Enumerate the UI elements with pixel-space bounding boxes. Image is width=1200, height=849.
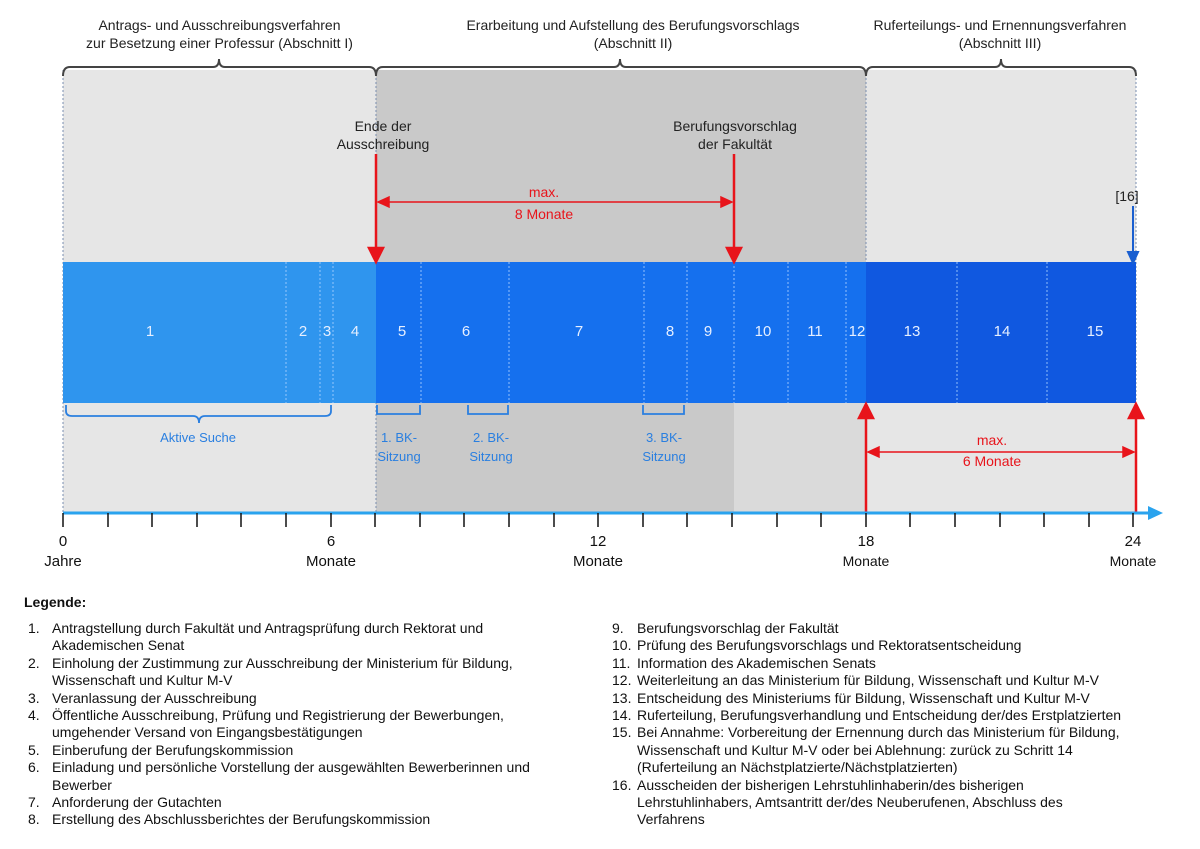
step-15: 15 bbox=[1086, 323, 1104, 340]
section-2-title-line2: (Abschnitt II) bbox=[593, 35, 673, 51]
legend-item bbox=[28, 759, 588, 794]
tick-6-value: 6 bbox=[326, 533, 336, 550]
legend-item bbox=[28, 794, 588, 811]
legend-item-text: Ruferteilung, Berufungsverhandlung und Entscheidung der/des Erstplatzierten bbox=[637, 707, 1122, 724]
legend-item-text: Prüfung des Berufungsvorschlags und Rektoratsentscheidung bbox=[637, 637, 1022, 654]
step-4: 4 bbox=[350, 323, 360, 340]
legend-item-text: Information des Akademischen Senats bbox=[637, 654, 876, 671]
legend-item bbox=[28, 655, 588, 690]
max8-line2: 8 Monate bbox=[514, 206, 574, 222]
legend-item bbox=[28, 690, 588, 707]
milestone-berufungsvorschlag-line1: Berufungsvorschlag bbox=[673, 118, 797, 134]
section-3-title-line1: Ruferteilungs- und Ernennungsverfahren bbox=[873, 17, 1127, 33]
tick-12-unit: Monate bbox=[572, 553, 624, 570]
step-13: 13 bbox=[903, 323, 921, 340]
step-12: 12 bbox=[848, 323, 866, 340]
legend-item-number: 12. bbox=[612, 672, 632, 689]
legend-item-text: Öffentliche Ausschreibung, Prüfung und Registrierung der Bewerbungen, bbox=[52, 707, 504, 724]
legend-item-text: Bewerber bbox=[52, 776, 112, 793]
legend-item bbox=[612, 672, 1187, 689]
legend-item-number: 15. bbox=[612, 724, 632, 741]
section-3-title-line2: (Abschnitt III) bbox=[958, 35, 1042, 51]
legend-item-number: 5. bbox=[28, 741, 40, 758]
legend-item-number: 4. bbox=[28, 707, 40, 724]
legend-item-number: 1. bbox=[28, 620, 40, 636]
legend-item-text: Akademischen Senat bbox=[52, 637, 185, 654]
legend-item bbox=[28, 707, 588, 742]
tick-0-value: 0 bbox=[58, 533, 68, 550]
legend-item-number: 13. bbox=[612, 689, 632, 706]
legend-item-text: Antragstellung durch Fakultät und Antragsprüfung durch Rektorat und bbox=[52, 620, 484, 636]
axis-tick-labels bbox=[44, 533, 1156, 570]
legend-item bbox=[28, 620, 588, 655]
legend-item-text: Einholung der Zustimmung zur Ausschreibung der Ministerium für Bildung, bbox=[52, 654, 513, 671]
max6-line2: 6 Monate bbox=[962, 453, 1022, 469]
timeline-bar bbox=[63, 262, 1136, 403]
legend-item-text: Bei Annahme: Vorbereitung der Ernennung durch das Ministerium für Bildung, bbox=[637, 724, 1120, 741]
tick-18-unit: Monate bbox=[842, 553, 890, 569]
phase-2-segment bbox=[376, 262, 866, 403]
milestone-berufungsvorschlag-line2: der Fakultät bbox=[698, 136, 772, 152]
tick-24-unit: Monate bbox=[1109, 553, 1157, 569]
legend-item-text: Verfahrens bbox=[637, 811, 705, 828]
legend-item-number: 11. bbox=[612, 654, 631, 671]
legend-item-number: 9. bbox=[612, 620, 624, 636]
step-5: 5 bbox=[397, 323, 407, 340]
step-6: 6 bbox=[461, 323, 471, 340]
section-2-title-line1: Erarbeitung und Aufstellung des Berufungsvorschlags bbox=[466, 17, 800, 33]
legend-right-list bbox=[612, 620, 1187, 829]
step-3: 3 bbox=[322, 323, 332, 340]
legend-item-text: (Ruferteilung an Nächstplatzierte/Nächstplatzierten) bbox=[637, 759, 958, 776]
legend-item bbox=[612, 620, 1187, 637]
legend-item-number: 3. bbox=[28, 689, 40, 706]
tick-12-value: 12 bbox=[589, 533, 607, 550]
legend-item bbox=[28, 742, 588, 759]
section-2-title bbox=[400, 16, 866, 52]
step-7: 7 bbox=[574, 323, 584, 340]
max6-line1: max. bbox=[976, 432, 1008, 448]
step-1: 1 bbox=[145, 323, 155, 340]
bk2-line1: 2. BK- bbox=[472, 430, 510, 445]
time-axis bbox=[44, 506, 1163, 570]
legend-item-text: Berufungsvorschlag der Fakultät bbox=[637, 620, 839, 636]
legend-item-number: 7. bbox=[28, 794, 40, 811]
legend-item bbox=[612, 724, 1187, 776]
section-1-title-line2: zur Besetzung einer Professur (Abschnitt I) bbox=[86, 35, 353, 51]
legend-item-text: Lehrstuhlinhabers, Amtsantritt der/des Neuberufenen, Abschluss des bbox=[637, 794, 1063, 811]
tick-6-unit: Monate bbox=[305, 553, 357, 570]
legend-item bbox=[612, 707, 1187, 724]
legend-title: Legende: bbox=[24, 594, 87, 610]
max8-line1: max. bbox=[528, 184, 560, 200]
legend-item-text: Einladung und persönliche Vorstellung der ausgewählten Bewerberinnen und bbox=[52, 759, 530, 776]
ref16-label: [16] bbox=[1115, 188, 1139, 204]
milestone-ende-ausschreibung-line1: Ende der bbox=[354, 118, 412, 134]
legend-item-number: 6. bbox=[28, 759, 40, 776]
step-9: 9 bbox=[703, 323, 713, 340]
section-1-title-line1: Antrags- und Ausschreibungsverfahren bbox=[98, 17, 341, 33]
aktive-suche-label: Aktive Suche bbox=[160, 430, 236, 445]
step-10: 10 bbox=[754, 323, 772, 340]
bk2-line2: Sitzung bbox=[469, 449, 513, 464]
legend-item-text: Wissenschaft und Kultur M-V bbox=[52, 672, 233, 689]
step-11: 11 bbox=[807, 323, 823, 340]
legend-item-text: Anforderung der Gutachten bbox=[52, 794, 222, 811]
section-3-title bbox=[860, 16, 1140, 52]
tick-0-unit: Jahre bbox=[44, 553, 82, 570]
legend-item-number: 10. bbox=[612, 637, 632, 654]
legend-item bbox=[612, 690, 1187, 707]
legend-item-number: 16. bbox=[612, 776, 632, 793]
section-2-lower-right-background bbox=[734, 403, 866, 513]
tick-24-value: 24 bbox=[1124, 533, 1142, 550]
legend-item-text: Veranlassung der Ausschreibung bbox=[52, 689, 257, 706]
legend-item-number: 8. bbox=[28, 811, 40, 828]
legend-item-text: Weiterleitung an das Ministerium für Bildung, Wissenschaft und Kultur M-V bbox=[637, 672, 1099, 689]
bk1-line1: 1. BK- bbox=[380, 430, 418, 445]
step-2: 2 bbox=[298, 323, 308, 340]
bk3-line2: Sitzung bbox=[642, 449, 686, 464]
section-1-title bbox=[63, 16, 376, 52]
step-14: 14 bbox=[993, 323, 1011, 340]
legend-left-list bbox=[28, 620, 588, 829]
legend-item-text: Entscheidung des Ministeriums für Bildung, Wissenschaft und Kultur M-V bbox=[637, 689, 1090, 706]
bk1-line2: Sitzung bbox=[377, 449, 421, 464]
legend-item bbox=[612, 637, 1187, 654]
tick-18-value: 18 bbox=[857, 533, 875, 550]
milestone-ende-ausschreibung-line2: Ausschreibung bbox=[336, 136, 430, 152]
legend-item-text: Ausscheiden der bisherigen Lehrstuhlinhaberin/des bisherigen bbox=[637, 776, 1024, 793]
axis-ticks bbox=[63, 513, 1133, 527]
step-8: 8 bbox=[665, 323, 675, 340]
legend-item bbox=[612, 655, 1187, 672]
legend-item-text: Einberufung der Berufungskommission bbox=[52, 741, 294, 758]
legend-item bbox=[28, 811, 588, 828]
legend-item bbox=[612, 777, 1187, 829]
legend-item-text: umgehender Versand von Eingangsbestätigungen bbox=[52, 724, 363, 741]
bk3-line1: 3. BK- bbox=[645, 430, 683, 445]
legend-item-text: Wissenschaft und Kultur M-V oder bei Ablehnung: zurück zu Schritt 14 bbox=[637, 741, 1073, 758]
legend-item-number: 2. bbox=[28, 654, 40, 671]
legend-item-text: Erstellung des Abschlussberichtes der Berufungskommission bbox=[52, 811, 431, 828]
legend-item-number: 14. bbox=[612, 707, 632, 724]
